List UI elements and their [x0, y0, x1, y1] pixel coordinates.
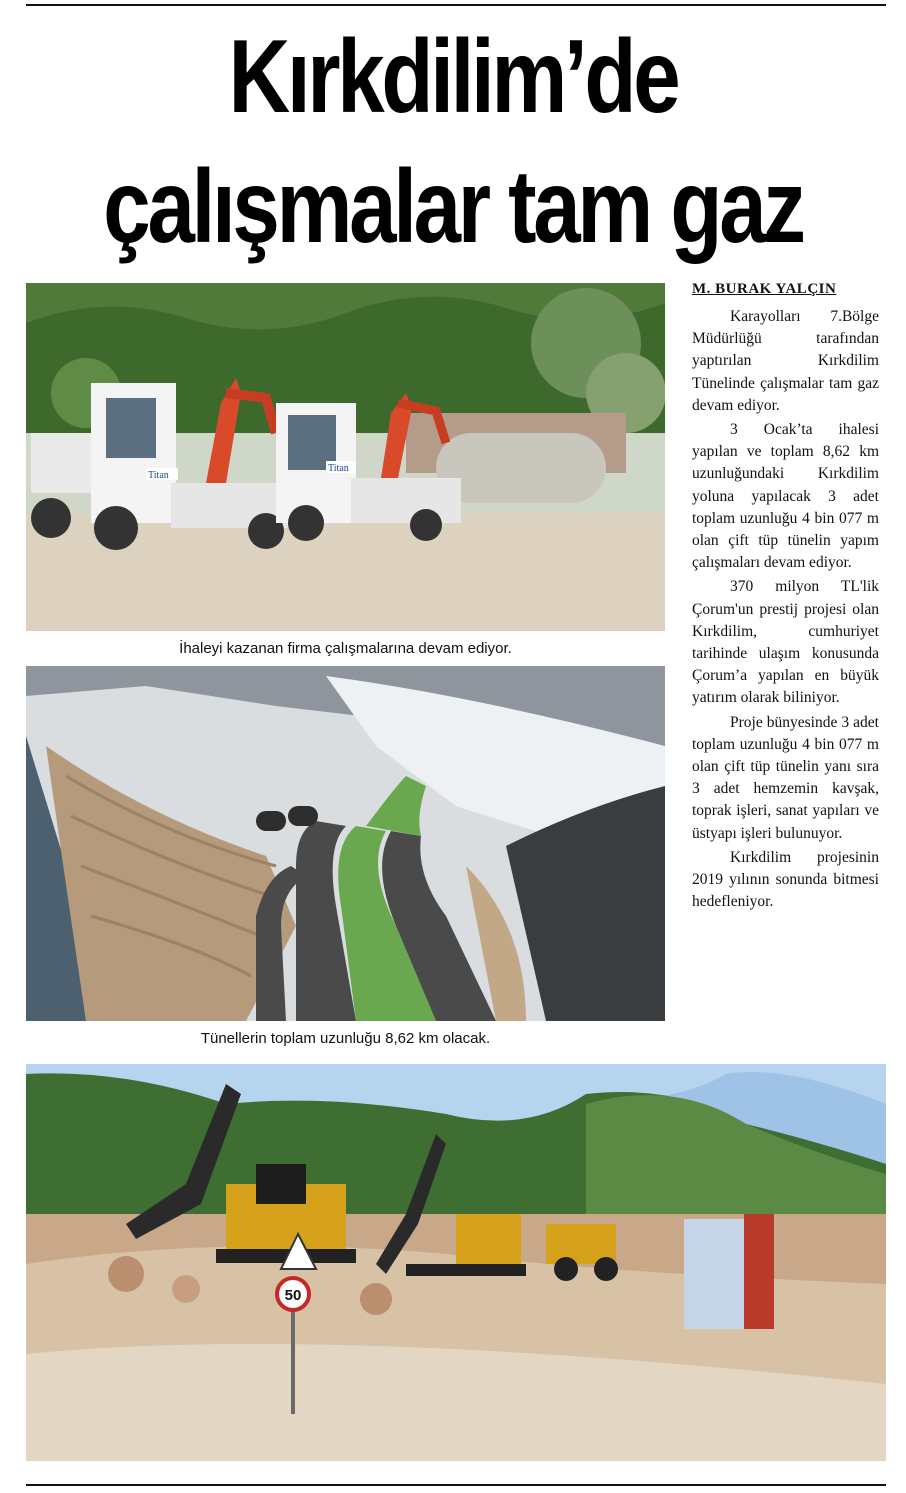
- article-paragraph: Karayolları 7.Bölge Müdürlüğü tarafından yaptırılan Kırkdilim Tünelinde çalışmalar tam gaz devam ediyor.: [692, 308, 879, 414]
- photo-trucks: [26, 283, 665, 631]
- photo-drilling-machines: [26, 1064, 886, 1461]
- photo-tunnel-render: [26, 666, 665, 1021]
- caption-trucks: İhaleyi kazanan firma çalışmalarına devam ediyor.: [179, 640, 512, 657]
- article-paragraph: Kırkdilim projesinin 2019 yılının sonunda bitmesi hedefleniyor.: [692, 848, 879, 911]
- article-paragraph: 370 milyon TL'lik Çorum'un prestij projesi olan Kırkdilim, cumhuriyet tarihinde ulaşım konusunda Çorum’a yapılan en büyük yatırım olarak biliniyor.: [692, 578, 879, 707]
- bottom-rule: [26, 1484, 886, 1486]
- article-paragraph: Proje bünyesinde 3 adet toplam uzunluğu 4 bin 077 m olan çift tüp tünelin yanı sıra 3 adet hemzemin kavşak, toprak işleri, sanat yapıları ve üstyapı işleri bulunuyor.: [692, 713, 879, 842]
- article-paragraph: 3 Ocak’ta ihalesi yapılan ve toplam 8,62 km uzunluğundaki Kırkdilim yoluna yapılacak 3 adet toplam uzunluğu 4 bin 077 m olan çift tüp tünelin yapım çalışmaları devam ediyor.: [692, 421, 879, 572]
- headline-line-2: çalışmalar tam gaz: [103, 149, 803, 265]
- top-rule: [26, 4, 886, 6]
- truck-brand-label-1: Titan: [148, 470, 169, 481]
- byline: M. BURAK YALÇIN: [692, 281, 837, 297]
- truck-brand-label-2: Titan: [328, 463, 349, 474]
- speed-limit-sign: 50: [284, 1287, 302, 1304]
- headline-line-1: Kırkdilim’de: [228, 19, 678, 135]
- caption-tunnel-render: Tünellerin toplam uzunluğu 8,62 km olacak.: [200, 1030, 491, 1047]
- article-body: [692, 306, 879, 915]
